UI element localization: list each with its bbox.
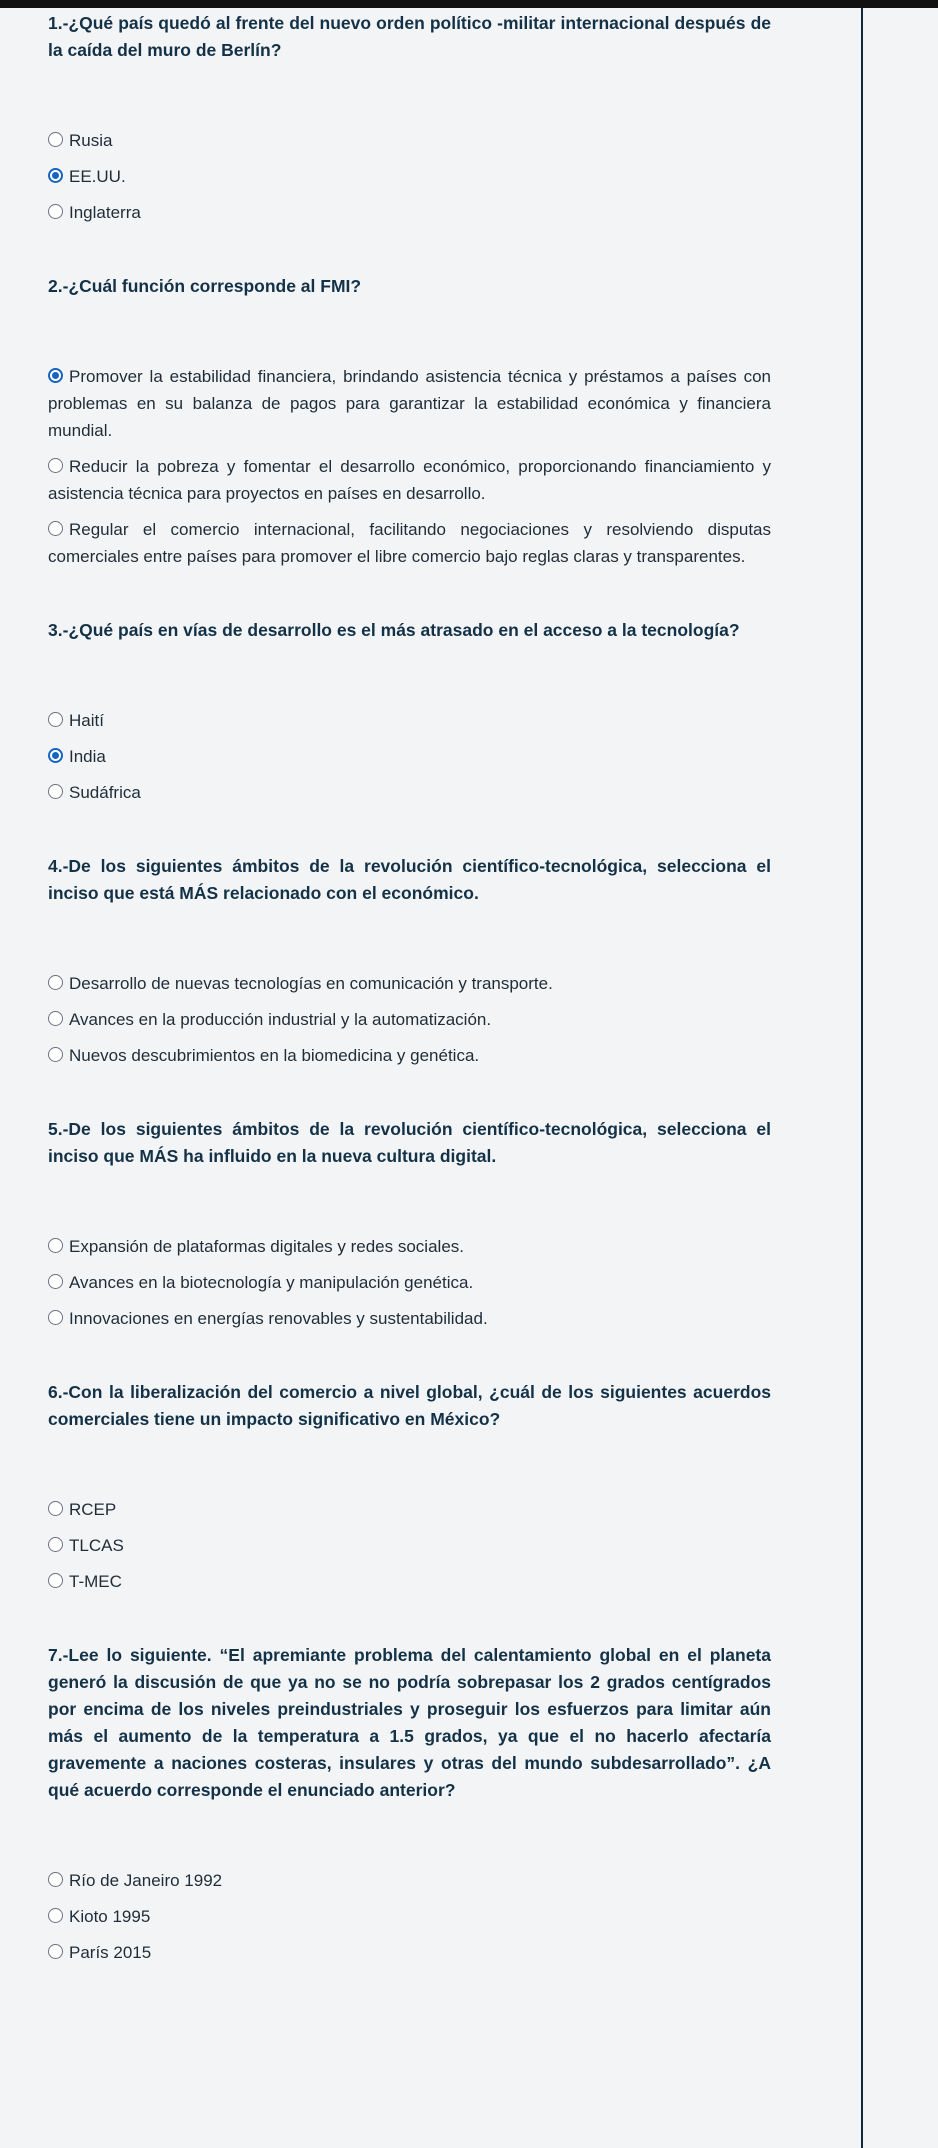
question-7 <box>48 1640 771 1804</box>
question-1 <box>48 8 771 64</box>
option-label: Expansión de plataformas digitales y redes sociales. <box>69 1237 464 1256</box>
option-label: TLCAS <box>69 1536 124 1555</box>
radio-button[interactable] <box>48 1501 63 1516</box>
question-5 <box>48 1114 771 1170</box>
option-label: Regular el comercio internacional, facilitando negociaciones y resolviendo disputas comerciales entre países para promover el libre comercio bajo reglas claras y transparentes. <box>48 520 771 566</box>
radio-button[interactable] <box>48 458 63 473</box>
option-produccion-industrial[interactable] <box>48 1006 771 1033</box>
option-rio-1992[interactable] <box>48 1867 771 1894</box>
option-comunicacion-transporte[interactable] <box>48 970 771 997</box>
option-label: Sudáfrica <box>69 783 141 802</box>
radio-button[interactable] <box>48 784 63 799</box>
radio-button[interactable] <box>48 1908 63 1923</box>
question-3 <box>48 615 771 644</box>
option-tlcas[interactable] <box>48 1532 771 1559</box>
radio-button[interactable] <box>48 1537 63 1552</box>
option-label: Avances en la producción industrial y la automatización. <box>69 1010 492 1029</box>
radio-button[interactable] <box>48 1047 63 1062</box>
option-biomedicina[interactable] <box>48 1042 771 1069</box>
question-2 <box>48 271 771 300</box>
top-bar <box>0 0 938 8</box>
option-label: Nuevos descubrimientos en la biomedicina y genética. <box>69 1046 480 1065</box>
question-text: 5.-De los siguientes ámbitos de la revolución científico-tecnológica, selecciona el inciso que MÁS ha influido en la nueva cultura digital. <box>48 1119 771 1166</box>
option-inglaterra[interactable] <box>48 199 771 226</box>
option-label: Kioto 1995 <box>69 1907 151 1926</box>
option-rusia[interactable] <box>48 127 771 154</box>
radio-button[interactable] <box>48 748 63 763</box>
options-q1 <box>48 127 771 226</box>
radio-button[interactable] <box>48 204 63 219</box>
radio-button[interactable] <box>48 1011 63 1026</box>
question-text: 2.-¿Cuál función corresponde al FMI? <box>48 276 362 296</box>
option-reducir-pobreza[interactable] <box>48 453 771 507</box>
question-text: 1.-¿Qué país quedó al frente del nuevo orden político -militar internacional después de la caída del muro de Berlín? <box>48 13 771 60</box>
option-label: RCEP <box>69 1500 117 1519</box>
option-haiti[interactable] <box>48 707 771 734</box>
option-rcep[interactable] <box>48 1496 771 1523</box>
option-label: Promover la estabilidad financiera, brindando asistencia técnica y préstamos a países con problemas en su balanza de pagos para garantizar la estabilidad económica y financiera mundial. <box>48 367 771 440</box>
right-panel <box>863 8 938 2148</box>
option-label: EE.UU. <box>69 167 126 186</box>
option-energias-renovables[interactable] <box>48 1305 771 1332</box>
options-q4 <box>48 970 771 1069</box>
question-4 <box>48 851 771 907</box>
question-text: 6.-Con la liberalización del comercio a nivel global, ¿cuál de los siguientes acuerdos comerciales tiene un impacto significativo en México? <box>48 1382 771 1429</box>
radio-button[interactable] <box>48 521 63 536</box>
question-text: 4.-De los siguientes ámbitos de la revolución científico-tecnológica, selecciona el inciso que está MÁS relacionado con el económico. <box>48 856 771 903</box>
options-q2 <box>48 363 771 570</box>
option-kioto-1995[interactable] <box>48 1903 771 1930</box>
radio-button[interactable] <box>48 1238 63 1253</box>
radio-button[interactable] <box>48 368 63 383</box>
option-label: Avances en la biotecnología y manipulación genética. <box>69 1273 474 1292</box>
option-label: T-MEC <box>69 1572 122 1591</box>
options-q6 <box>48 1496 771 1595</box>
radio-button[interactable] <box>48 168 63 183</box>
option-label: Rusia <box>69 131 113 150</box>
option-label: Inglaterra <box>69 203 141 222</box>
option-eeuu[interactable] <box>48 163 771 190</box>
radio-button[interactable] <box>48 1274 63 1289</box>
options-q3 <box>48 707 771 806</box>
option-promover-estabilidad[interactable] <box>48 363 771 444</box>
radio-button[interactable] <box>48 712 63 727</box>
option-label: Haití <box>69 711 104 730</box>
radio-button[interactable] <box>48 975 63 990</box>
radio-button[interactable] <box>48 1310 63 1325</box>
option-label: Desarrollo de nuevas tecnologías en comunicación y transporte. <box>69 974 553 993</box>
option-label: Reducir la pobreza y fomentar el desarrollo económico, proporcionando financiamiento y asistencia técnica para proyectos en países en desarrollo. <box>48 457 771 503</box>
option-paris-2015[interactable] <box>48 1939 771 1966</box>
quiz-content <box>48 8 771 1975</box>
options-q5 <box>48 1233 771 1332</box>
question-text: 7.-Lee lo siguiente. “El apremiante problema del calentamiento global en el planeta generó la discusión de que ya no se no podría sobrepasar los 2 grados centígrados por encima de los niveles preindustriales y proseguir los esfuerzos para limitar aún más el aumento de la temperatura a 1.5 grados, ya que el no hacerlo afectaría gravemente a naciones costeras, insulares y otras del mundo subdesarrollado”. ¿A qué acuerdo corresponde el enunciado anterior? <box>48 1645 771 1800</box>
option-label: India <box>69 747 106 766</box>
radio-button[interactable] <box>48 132 63 147</box>
option-label: Innovaciones en energías renovables y sustentabilidad. <box>69 1309 488 1328</box>
option-tmec[interactable] <box>48 1568 771 1595</box>
options-q7 <box>48 1867 771 1966</box>
option-india[interactable] <box>48 743 771 770</box>
radio-button[interactable] <box>48 1573 63 1588</box>
radio-button[interactable] <box>48 1872 63 1887</box>
option-sudafrica[interactable] <box>48 779 771 806</box>
option-plataformas-digitales[interactable] <box>48 1233 771 1260</box>
option-biotecnologia[interactable] <box>48 1269 771 1296</box>
radio-button[interactable] <box>48 1944 63 1959</box>
option-label: París 2015 <box>69 1943 152 1962</box>
question-text: 3.-¿Qué país en vías de desarrollo es el más atrasado en el acceso a la tecnología? <box>48 620 740 640</box>
option-label: Río de Janeiro 1992 <box>69 1871 223 1890</box>
question-6 <box>48 1377 771 1433</box>
option-regular-comercio[interactable] <box>48 516 771 570</box>
